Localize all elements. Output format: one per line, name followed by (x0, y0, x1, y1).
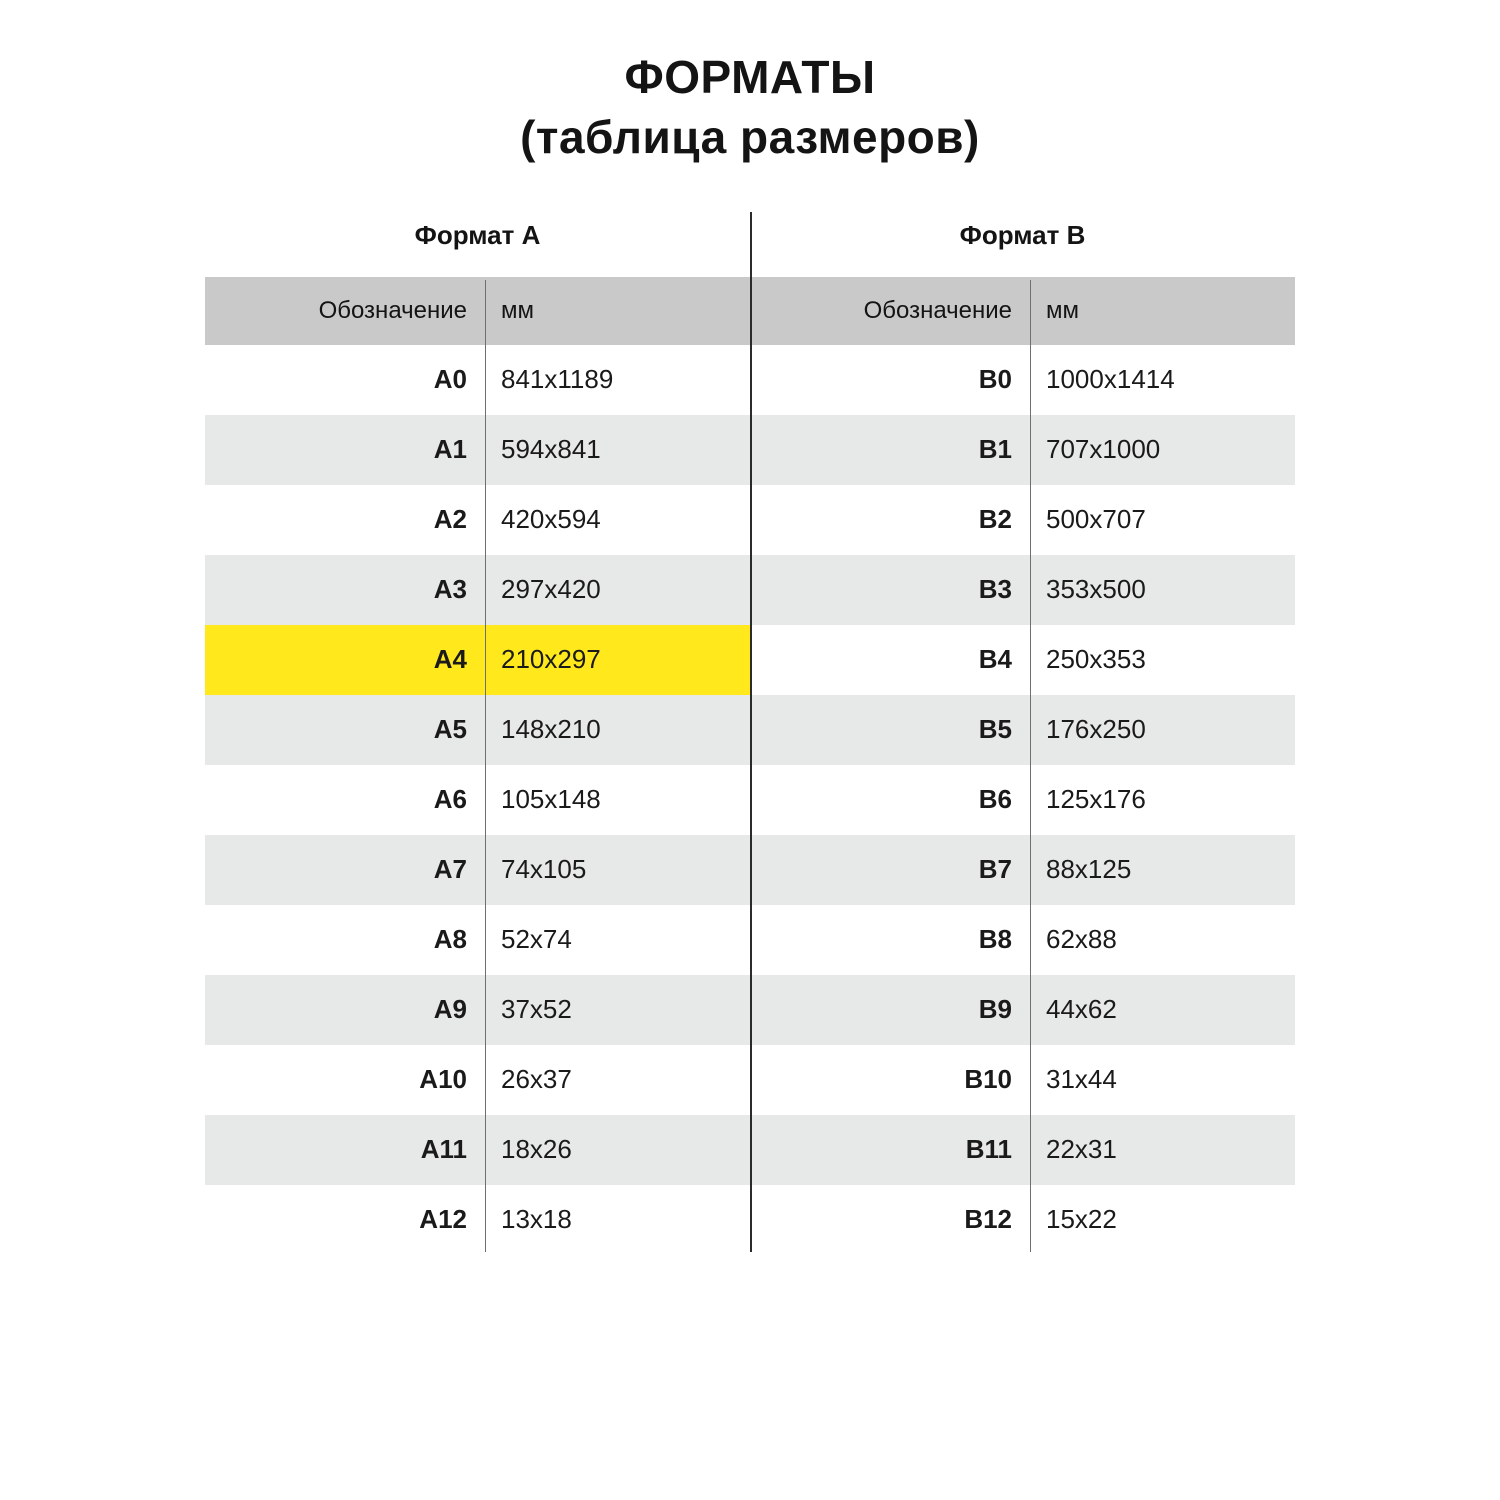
cell-a-mm: 594x841 (485, 415, 750, 485)
cell-b-code: B5 (750, 695, 1030, 765)
formats-table-container (205, 168, 1295, 1255)
cell-b-code: B3 (750, 555, 1030, 625)
cell-b-mm: 125x176 (1046, 784, 1146, 815)
page-title (0, 0, 1500, 168)
cell-a-code: A5 (205, 695, 485, 765)
cell-a-code: A10 (419, 1064, 467, 1095)
cell-a-mm: 841x1189 (501, 364, 614, 395)
cell-a-mm: 297x420 (485, 555, 750, 625)
cell-b-code: B10 (964, 1064, 1013, 1095)
column-header-a-mm: мм (485, 277, 750, 345)
column-header-b-code: Обозначение (750, 277, 1030, 345)
cell-b-code: B11 (750, 1115, 1030, 1185)
cell-a-mm: 74x105 (485, 835, 750, 905)
cell-a-code: A2 (433, 504, 467, 535)
cell-b-mm: 31x44 (1046, 1064, 1117, 1095)
cell-a-code: A1 (205, 415, 485, 485)
cell-a-code: A7 (205, 835, 485, 905)
cell-a-mm: 37x52 (485, 975, 750, 1045)
cell-b-mm: 500x707 (1046, 504, 1146, 535)
format-b-column-divider (1030, 280, 1031, 1252)
cell-b-code: B0 (978, 364, 1013, 395)
cell-a-code: A12 (419, 1204, 467, 1235)
cell-a-mm: 18x26 (485, 1115, 750, 1185)
title-line-1: ФОРМАТЫ (624, 51, 876, 103)
cell-b-mm: 707x1000 (1030, 415, 1295, 485)
cell-a-mm: 52x74 (501, 924, 572, 955)
cell-b-mm: 22x31 (1030, 1115, 1295, 1185)
center-divider (750, 212, 752, 1252)
group-header-b: Формат В (959, 219, 1086, 250)
cell-b-code: B8 (978, 924, 1013, 955)
cell-b-mm: 15x22 (1046, 1204, 1117, 1235)
cell-b-code: B4 (978, 644, 1013, 675)
cell-a-code: A3 (205, 555, 485, 625)
cell-b-code: B2 (978, 504, 1013, 535)
cell-b-mm: 44x62 (1030, 975, 1295, 1045)
cell-a-code: A11 (205, 1115, 485, 1185)
column-header-a-code: Обозначение (205, 277, 485, 345)
cell-a-mm: 148x210 (485, 695, 750, 765)
cell-b-mm: 250x353 (1046, 644, 1146, 675)
format-a-column-divider (485, 280, 486, 1252)
column-header-b-mm: мм (1030, 277, 1295, 345)
cell-b-code: B9 (750, 975, 1030, 1045)
cell-a-code: A0 (433, 364, 467, 395)
cell-a-code: A4 (205, 625, 485, 695)
cell-a-code: A6 (433, 784, 467, 815)
cell-a-code: A8 (433, 924, 467, 955)
cell-a-mm: 26x37 (501, 1064, 572, 1095)
cell-b-mm: 1000x1414 (1046, 364, 1175, 395)
cell-a-mm: 105x148 (501, 784, 601, 815)
title-line-2: (таблица размеров) (520, 110, 980, 163)
cell-a-mm: 13x18 (501, 1204, 572, 1235)
cell-a-mm: 210x297 (485, 625, 750, 695)
cell-b-mm: 353x500 (1030, 555, 1295, 625)
cell-b-mm: 88x125 (1030, 835, 1295, 905)
cell-b-mm: 176x250 (1030, 695, 1295, 765)
cell-b-code: B1 (750, 415, 1030, 485)
cell-a-mm: 420x594 (501, 504, 601, 535)
cell-a-code: A9 (205, 975, 485, 1045)
group-header-a: Формат А (414, 219, 541, 250)
cell-b-code: B6 (978, 784, 1013, 815)
cell-b-mm: 62x88 (1046, 924, 1117, 955)
cell-b-code: B12 (964, 1204, 1013, 1235)
cell-b-code: B7 (750, 835, 1030, 905)
